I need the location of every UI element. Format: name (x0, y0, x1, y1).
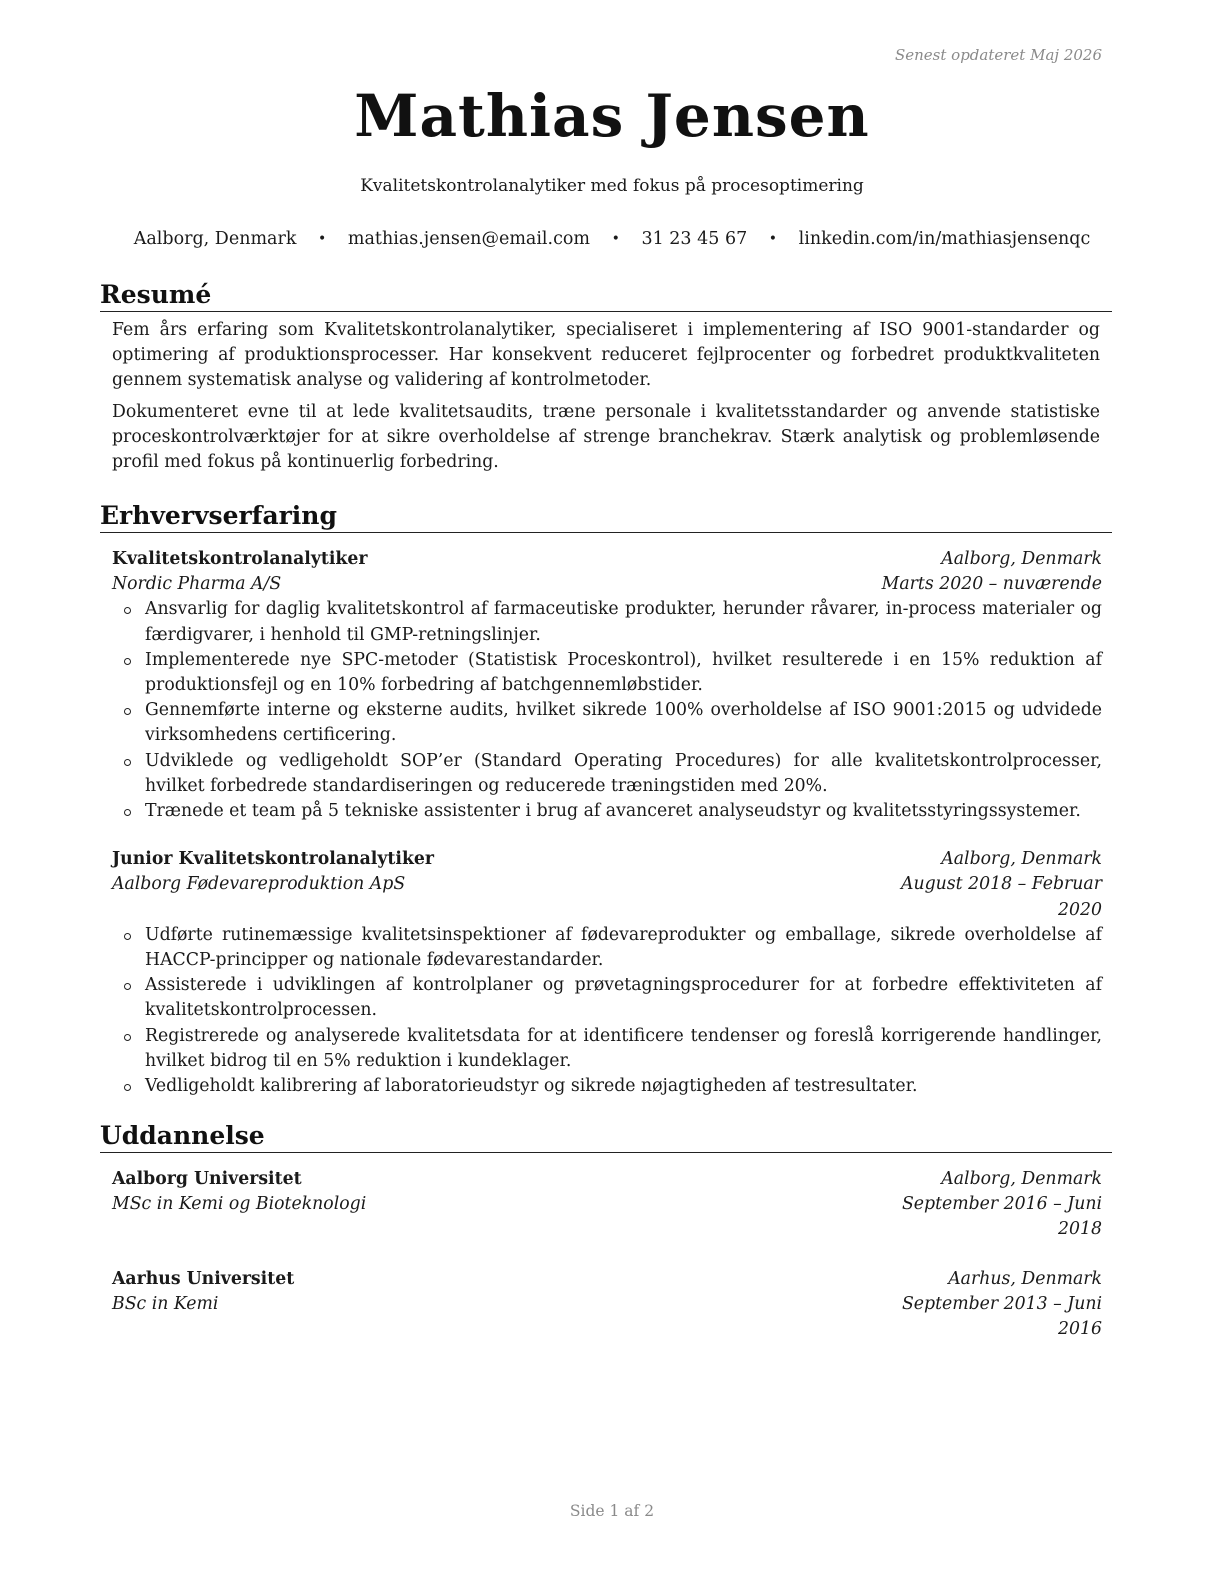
list-item: Trænede et team på 5 tekniske assistenter i brug af avanceret analyseudstyr og kvalitetsstyringssystemer. (145, 799, 1102, 824)
last-updated: Senest opdateret Maj 2026 (894, 46, 1102, 64)
job-location: Aalborg, Denmark (941, 849, 1102, 870)
education-dates: September 2013 – Juni 2016 (901, 1293, 1102, 1340)
school-location: Aalborg, Denmark (941, 1169, 1102, 1189)
education-entry (112, 1267, 1102, 1343)
list-item: Vedligeholdt kalibrering af laboratorieudstyr og sikrede nøjagtigheden af testresultater. (145, 1074, 1102, 1099)
contact-linkedin[interactable]: linkedin.com/in/mathiasjensenqc (798, 229, 1091, 249)
separator-dot: • (318, 231, 327, 247)
job-dates: Marts 2020 – nuværende (881, 574, 1102, 595)
contact-phone: 31 23 45 67 (641, 229, 748, 249)
list-item: Udførte rutinemæssige kvalitetsinspektioner af fødevareprodukter og emballage, sikrede overholdelse af HACCP-principper og nationale fødevarestandarder. (145, 923, 1102, 973)
job-bullets (112, 597, 1102, 824)
degree: BSc in Kemi (112, 1293, 219, 1314)
summary-section (100, 278, 1112, 475)
company-name: Nordic Pharma A/S (112, 574, 282, 595)
job-location: Aalborg, Denmark (941, 549, 1102, 569)
tagline: Kvalitetskontrolanalytiker med fokus på procesoptimering (360, 176, 864, 196)
education-section (100, 1119, 1112, 1342)
separator-dot: • (768, 231, 778, 247)
separator-dot: • (611, 231, 620, 247)
job-bullets (112, 923, 1102, 1099)
school-name: Aarhus Universitet (112, 1268, 295, 1289)
experience-section (100, 499, 1112, 1099)
contact-location: Aalborg, Denmark (133, 229, 297, 249)
job-title: Junior Kvalitetskontrolanalytiker (112, 849, 435, 870)
page-number: Side 1 af 2 (569, 1502, 655, 1520)
school-location: Aarhus, Denmark (948, 1268, 1102, 1289)
section-heading: Resumé (100, 278, 1112, 312)
job-dates: August 2018 – Februar 2020 (900, 874, 1102, 920)
list-item: Registrerede og analyserede kvalitetsdata for at identificere tendenser og foreslå korrigerende handlinger, hvilket bidrog til en 5% reduktion i kundeklager. (145, 1024, 1102, 1074)
degree: MSc in Kemi og Bioteknologi (112, 1194, 367, 1215)
contact-email[interactable]: mathias.jensen@email.com (347, 229, 591, 249)
job-entry (112, 847, 1102, 1099)
list-item: Implementerede nye SPC-metoder (Statistisk Proceskontrol), hvilket resulterede i en 15% reduktion af produktionsfejl og en 10% forbedring af batchgennemløbstider. (145, 648, 1102, 698)
job-title: Kvalitetskontrolanalytiker (112, 549, 368, 569)
job-entry (112, 547, 1102, 824)
education-dates: September 2016 – Juni 2018 (901, 1194, 1102, 1240)
education-entry (112, 1167, 1102, 1243)
company-name: Aalborg Fødevareproduktion ApS (112, 874, 406, 895)
section-heading: Uddannelse (100, 1119, 1112, 1153)
section-heading: Erhvervserfaring (100, 499, 1112, 533)
candidate-name: Mathias Jensen (354, 82, 870, 150)
summary-paragraph: Fem års erfaring som Kvalitetskontrolanalytiker, specialiseret i implementering af ISO 9001-standarder og optimering af produktionsprocesser. Har konsekvent reduceret fejlprocenter og forbedret produktkvaliteten gennem systematisk analyse og validering af kontrolmetoder. (112, 320, 1100, 391)
school-name: Aalborg Universitet (112, 1169, 302, 1189)
list-item: Assisterede i udviklingen af kontrolplaner og prøvetagningsprocedurer for at forbedre effektiviteten af kvalitetskontrolprocessen. (145, 973, 1102, 1023)
list-item: Ansvarlig for daglig kvalitetskontrol af farmaceutiske produkter, herunder råvarer, in-process materialer og færdigvarer, i henhold til GMP-retningslinjer. (145, 597, 1102, 647)
list-item: Gennemførte interne og eksterne audits, hvilket sikrede 100% overholdelse af ISO 9001:2015 og udvidede virksomhedens certificering. (145, 698, 1102, 748)
contact-line (0, 229, 1224, 249)
summary-paragraph: Dokumenteret evne til at lede kvalitetsaudits, træne personale i kvalitetsstandarder og anvende statistiske proceskontrolværktøjer for at sikre overholdelse af strenge branchekrav. Stærk analytisk og problemløsende profil med fokus på kontinuerlig forbedring. (112, 401, 1100, 473)
list-item: Udviklede og vedligeholdt SOP’er (Standard Operating Procedures) for alle kvalitetskontrolprocesser, hvilket forbedrede standardiseringen og reducerede træningstiden med 20%. (145, 749, 1102, 799)
